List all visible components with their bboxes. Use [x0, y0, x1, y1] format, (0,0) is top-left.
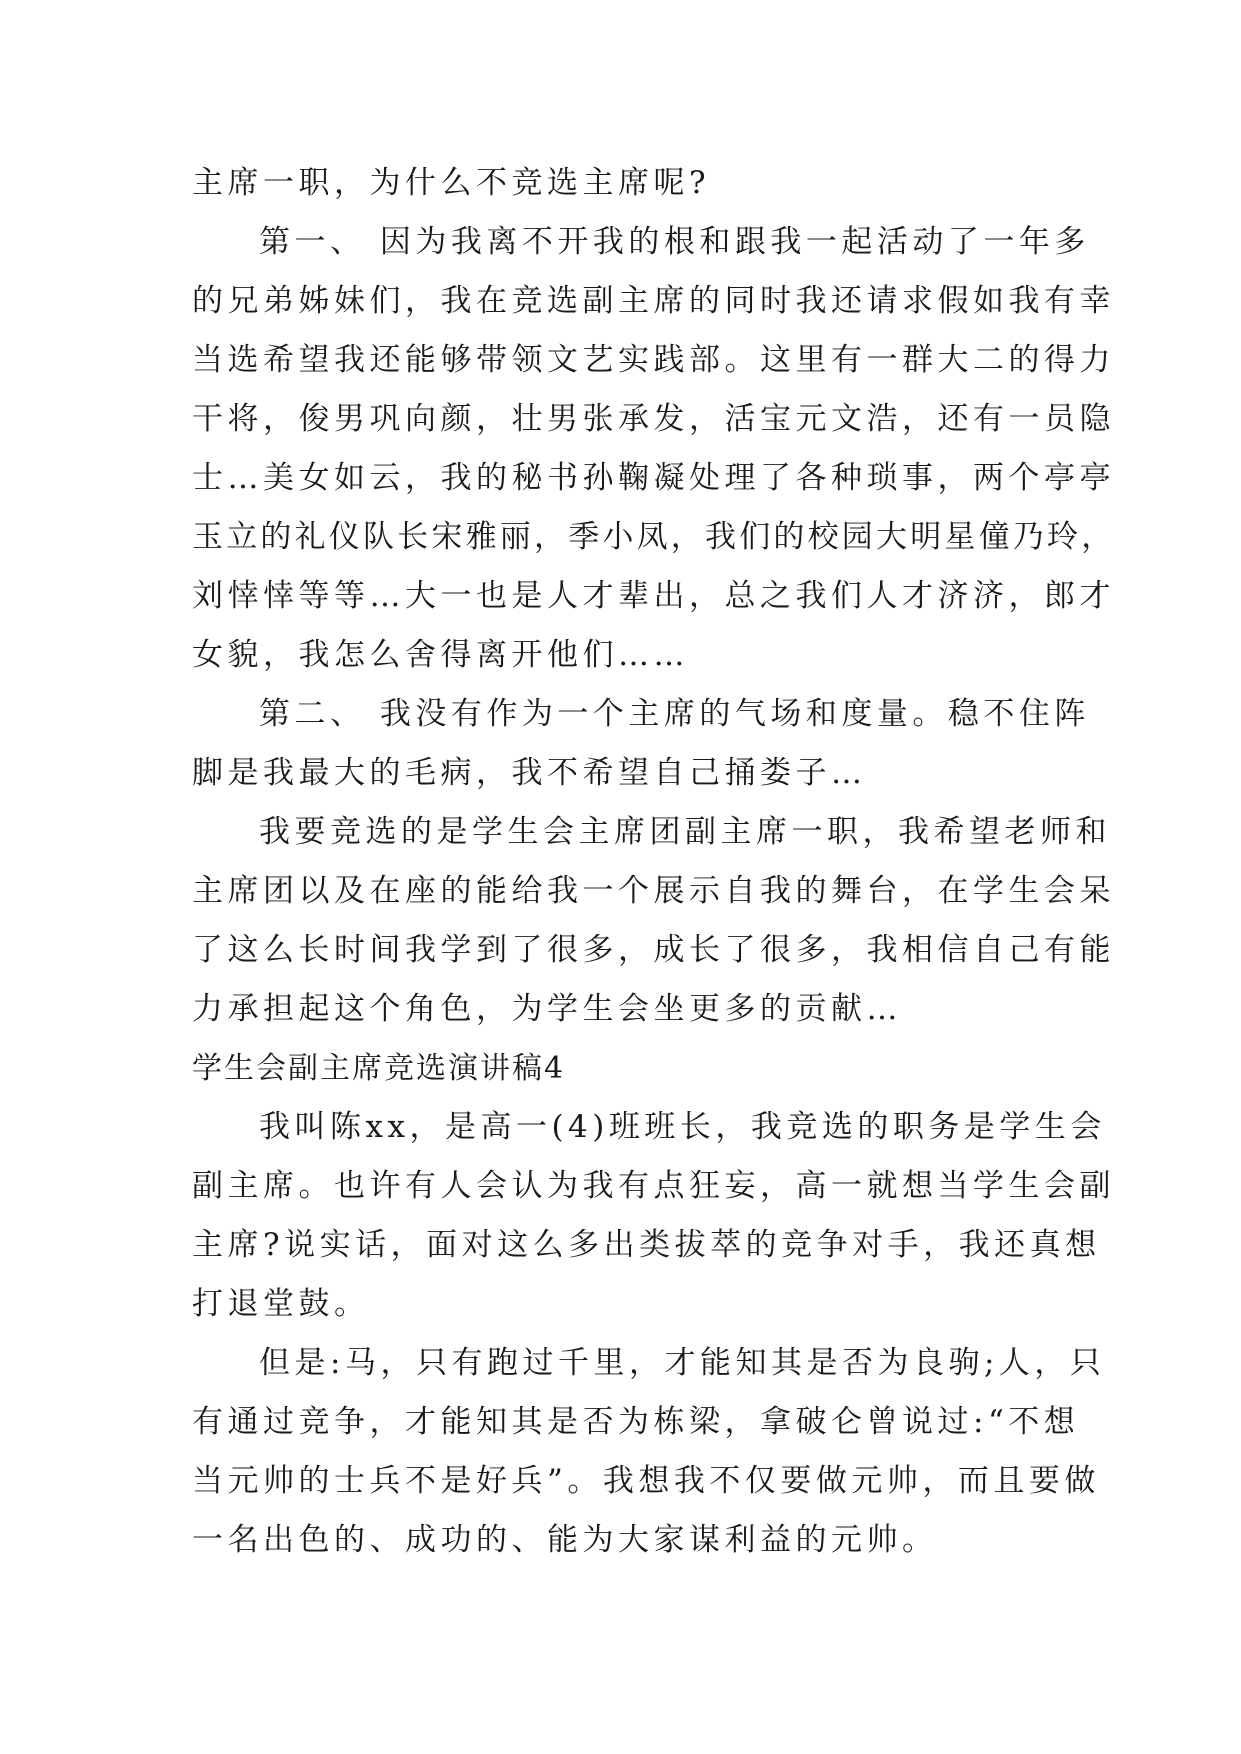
text-line: 主席团以及在座的能给我一个展示自我的舞台，在学生会呆 — [192, 873, 1115, 909]
paragraph-first-line: 第二、 我没有作为一个主席的气场和度量。稳不住阵 — [259, 696, 1090, 732]
text-line: 打退堂鼓。 — [192, 1286, 370, 1322]
text-line: 玉立的礼仪队长宋雅丽，季小凤，我们的校园大明星僮乃玲， — [192, 519, 1116, 555]
text-line: 一名出色的、成功的、能为大家谋利益的元帅。 — [192, 1522, 938, 1558]
text-line: 主席一职，为什么不竞选主席呢? — [192, 165, 711, 201]
text-line: 当元帅的士兵不是好兵”。我想我不仅要做元帅，而且要做 — [192, 1463, 1100, 1499]
text-line: 主席?说实话，面对这么多出类拔萃的竞争对手，我还真想 — [192, 1227, 1101, 1263]
text-line: 有通过竞争，才能知其是否为栋梁，拿破仑曾说过:“不想 — [192, 1404, 1080, 1440]
document-body — [192, 154, 1116, 1570]
paragraph-first-line: 第一、 因为我离不开我的根和跟我一起活动了一年多 — [259, 224, 1090, 260]
text-line: 副主席。也许有人会认为我有点狂妄，高一就想当学生会副 — [192, 1168, 1115, 1204]
text-line: 力承担起这个角色，为学生会坐更多的贡献… — [192, 991, 902, 1027]
text-line: 的兄弟姊妹们，我在竞选副主席的同时我还请求假如我有幸 — [192, 283, 1115, 319]
text-line: 当选希望我还能够带领文艺实践部。这里有一群大二的得力 — [192, 342, 1115, 378]
paragraph-first-line: 我要竞选的是学生会主席团副主席一职，我希望老师和 — [259, 814, 1111, 850]
text-line: 刘悻悻等等…大一也是人才辈出，总之我们人才济济，郎才 — [192, 578, 1115, 614]
text-line: 脚是我最大的毛病，我不希望自己捅娄子… — [192, 755, 867, 791]
text-line: 士…美女如云，我的秘书孙鞠凝处理了各种琐事，两个亭亭 — [192, 460, 1115, 496]
section-heading: 学生会副主席竞选演讲稿4 — [192, 1051, 566, 1086]
text-line: 了这么长时间我学到了很多，成长了很多，我相信自己有能 — [192, 932, 1115, 968]
paragraph-first-line: 但是:马，只有跑过千里，才能知其是否为良驹;人，只 — [259, 1345, 1106, 1381]
text-line: 女貌，我怎么舍得离开他们…… — [192, 637, 689, 673]
text-line: 干将，俊男巩向颜，壮男张承发，活宝元文浩，还有一员隐 — [192, 401, 1115, 437]
paragraph-first-line: 我叫陈xx，是高一(4)班班长，我竞选的职务是学生会 — [259, 1109, 1106, 1145]
